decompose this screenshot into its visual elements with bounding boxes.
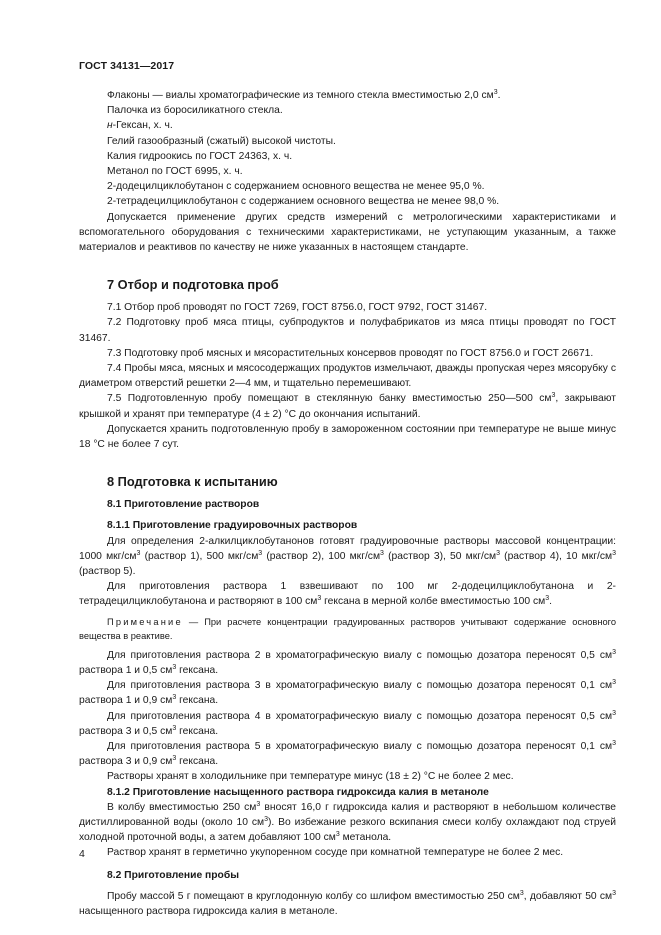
paragraph-storage: Растворы хранят в холодильнике при температуре минус (18 ± 2) °С не более 2 мес.	[107, 771, 514, 783]
section-8-1-2-title: 8.1.2 Приготовление насыщенного раствора гидроксида калия в метаноле	[107, 786, 489, 798]
document-header: ГОСТ 34131—2017	[79, 60, 175, 72]
paragraph-grad-solutions: Для определения 2-алкилциклобутанонов готовят градуировочные растворы массовой концентрации: 1000 мкг/$см^3$ (раствор 1), 500 мкг/$см^3$ (раствор 2), 100 мкг/$см^3$ (раствор 3), 50 мкг/$см^3$ (раствор 4), 10 мкг/$см^3$ (раствор 5).	[79, 535, 617, 578]
paragraph-7-1: 7.1 Отбор проб проводят по ГОСТ 7269, ГОСТ 8756.0, ГОСТ 9792, ГОСТ 31467.	[107, 302, 488, 314]
document-body	[79, 88, 616, 919]
section-8-1-1-title: 8.1.1 Приготовление градуировочных растворов	[107, 520, 358, 532]
paragraph-solution-4: Для приготовления раствора 4 в хроматографическую виалу с помощью дозатора переносят 0,5 $см^3$ раствора 3 и 0,5 $см^3$ гексана.	[79, 709, 616, 737]
paragraph-helium: Гелий газообразный (сжатый) высокой чистоты.	[107, 135, 336, 147]
page-number: 4	[79, 848, 85, 860]
section-8-title: 8 Подготовка к испытанию	[107, 474, 278, 490]
paragraph-koh: Калия гидроокись по ГОСТ 24363, х. ч.	[107, 150, 293, 162]
paragraph-koh-storage: Раствор хранят в герметично укупоренном сосуде при комнатной температуре не более 2 мес.	[107, 847, 564, 859]
paragraph-methanol: Метанол по ГОСТ 6995, х. ч.	[107, 166, 243, 178]
paragraph-solution-1: Для приготовления раствора 1 взвешивают по 100 мг 2-додецилциклобутанона и 2-тетрадецилциклобутанона и растворяют в 100 $см^3$ гексана в мерной колбе вместимостью 100 $см^3$.	[79, 581, 616, 608]
note: Примечание — При расчете концентрации градуированных растворов учитывают содержание основного вещества в реактиве.	[79, 616, 616, 641]
paragraph-7-4: 7.4 Пробы мяса, мясных и мясосодержащих продуктов измельчают, дважды пропуская через мясорубку с диаметром отверстий решетки 2—4 мм, и тщательно перемешивают.	[79, 363, 616, 390]
paragraph-vials: Флаконы — виалы хроматографические из темного стекла вместимостью 2,0 $см^3$.	[107, 89, 501, 101]
paragraph-solution-2: Для приготовления раствора 2 в хроматографическую виалу с помощью дозатора переносят 0,5 $см^3$ раствора 1 и 0,5 $см^3$ гексана.	[79, 648, 616, 676]
paragraph-solution-5: Для приготовления раствора 5 в хроматографическую виалу с помощью дозатора переносят 0,1 $см^3$ раствора 3 и 0,9 $см^3$ гексана.	[79, 739, 616, 768]
paragraph-hexane: н-Гексан, х. ч.	[107, 120, 173, 132]
paragraph-stick: Палочка из боросиликатного стекла.	[107, 105, 283, 117]
section-8-1-title: 8.1 Приготовление растворов	[107, 499, 260, 511]
paragraph-allowed: Допускается применение других средств измерений с метрологическими характеристиками и вспомогательного оборудования с техническими характеристиками, не уступающим указанным, а также материалов и реактивов по качеству не ниже указанных в настоящем стандарте.	[79, 211, 616, 254]
paragraph-tetradecyl: 2-тетрадецилциклобутанон с содержанием основного вещества не менее 98,0 %.	[107, 196, 500, 208]
paragraph-solution-3: Для приготовления раствора 3 в хроматографическую виалу с помощью дозатора переносят 0,1 $см^3$ раствора 1 и 0,9 $см^3$ гексана.	[79, 679, 616, 707]
section-8-2-title: 8.2 Приготовление пробы	[107, 869, 239, 881]
paragraph-7-6: Допускается хранить подготовленную пробу в замороженном состоянии при температуре не выше минус 18 °С не более 7 сут.	[79, 423, 616, 451]
paragraph-7-5: 7.5 Подготовленную пробу помещают в стеклянную банку вместимостью 250—500 $см^3$, закрывают крышкой и хранят при температуре (4 ± 2) °С до окончания испытаний.	[79, 392, 616, 420]
paragraph-koh-solution: В колбу вместимостью 250 $см^3$ вносят 16,0 г гидроксида калия и растворяют в небольшом количестве дистиллированной воды (около 10 $см^3$). Во избежание резкого вскипания смеси колбу охлаждают под струей холодной проточной воды, а затем добавляют 100 $см^3$ метанола.	[79, 800, 617, 844]
paragraph-sample-prep: Пробу массой 5 г помещают в круглодонную колбу со шлифом вместимостью 250 $см^3$, добавляют 50 $см^3$ насыщенного раствора гидроксида калия в метаноле.	[79, 889, 616, 917]
paragraph-7-3: 7.3 Подготовку проб мясных и мясорастительных консервов проводят по ГОСТ 8756.0 и ГОСТ 26671.	[107, 347, 594, 359]
paragraph-dodecyl: 2-додецилциклобутанон с содержанием основного вещества не менее 95,0 %.	[107, 181, 485, 193]
section-7-title: 7 Отбор и подготовка проб	[107, 277, 279, 293]
paragraph-7-2: 7.2 Подготовку проб мяса птицы, субпродуктов и полуфабрикатов из мяса птицы проводят по ГОСТ 31467.	[79, 317, 616, 344]
